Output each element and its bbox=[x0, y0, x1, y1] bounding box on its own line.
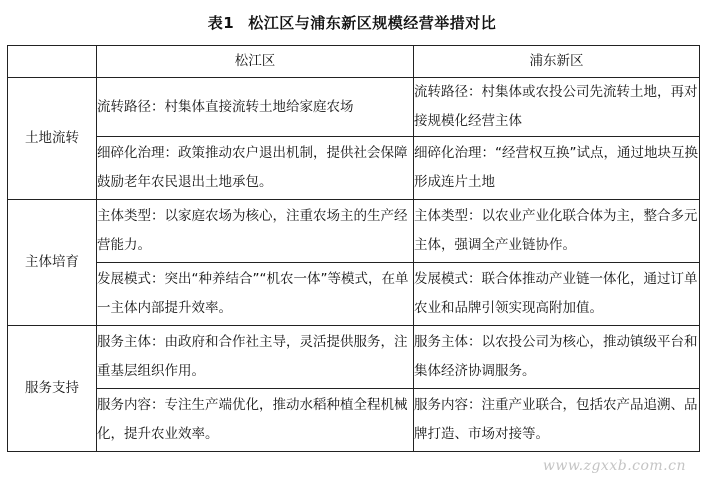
songjiang-cell: 服务主体：由政府和合作社主导，灵活提供服务，注重基层组织作用。 bbox=[97, 326, 414, 389]
pudong-cell: 发展模式：联合体推动产业链一体化，通过订单农业和品牌引领实现高附加值。 bbox=[414, 263, 700, 326]
table-row bbox=[8, 78, 700, 137]
category-service-support: 服务支持 bbox=[8, 326, 97, 452]
category-entity-cultivation: 主体培育 bbox=[8, 200, 97, 326]
comparison-table bbox=[7, 45, 700, 452]
table-number: 表1 bbox=[207, 14, 235, 32]
songjiang-cell: 发展模式：突出“种养结合”“机农一体”等模式，在单一主体内部提升效率。 bbox=[97, 263, 414, 326]
header-pudong: 浦东新区 bbox=[414, 46, 700, 78]
table-row bbox=[8, 200, 700, 263]
songjiang-cell: 服务内容：专注生产端优化，推动水稻种植全程机械化，提升农业效率。 bbox=[97, 389, 414, 452]
table-row bbox=[8, 263, 700, 326]
songjiang-cell: 细碎化治理：政策推动农户退出机制，提供社会保障鼓励老年农民退出土地承包。 bbox=[97, 137, 414, 200]
pudong-cell: 服务主体：以农投公司为核心，推动镇级平台和集体经济协调服务。 bbox=[414, 326, 700, 389]
watermark: www.zgxxb.com.cn bbox=[542, 458, 686, 474]
pudong-cell: 流转路径：村集体或农投公司先流转土地，再对接规模化经营主体 bbox=[414, 78, 700, 137]
header-songjiang: 松江区 bbox=[97, 46, 414, 78]
songjiang-cell: 主体类型：以家庭农场为核心，注重农场主的生产经营能力。 bbox=[97, 200, 414, 263]
table-row bbox=[8, 137, 700, 200]
header-blank bbox=[8, 46, 97, 78]
pudong-cell: 细碎化治理：“经营权互换”试点，通过地块互换形成连片土地 bbox=[414, 137, 700, 200]
table-caption bbox=[0, 12, 704, 33]
pudong-cell: 服务内容：注重产业联合，包括农产品追溯、品牌打造、市场对接等。 bbox=[414, 389, 700, 452]
table-title: 松江区与浦东新区规模经营举措对比 bbox=[248, 14, 497, 32]
table-row bbox=[8, 326, 700, 389]
songjiang-cell: 流转路径：村集体直接流转土地给家庭农场 bbox=[97, 78, 414, 137]
pudong-cell: 主体类型：以农业产业化联合体为主，整合多元主体，强调全产业链协作。 bbox=[414, 200, 700, 263]
table-row bbox=[8, 389, 700, 452]
category-land-transfer: 土地流转 bbox=[8, 78, 97, 200]
table-header-row bbox=[8, 46, 700, 78]
